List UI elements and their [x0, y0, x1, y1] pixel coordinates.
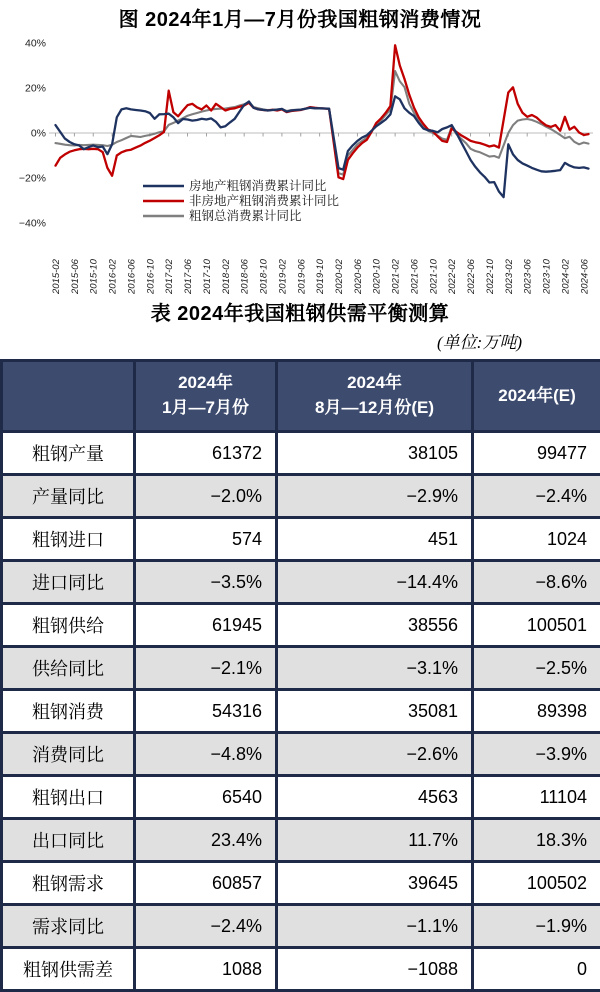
table-row [2, 905, 600, 948]
table-row [2, 690, 600, 733]
value-cell: −3.5% [135, 561, 277, 604]
value-cell: −1.1% [277, 905, 473, 948]
row-label: 需求同比 [2, 905, 135, 948]
x-axis-tick-label: 2017-06 [183, 258, 194, 295]
value-cell: −8.6% [473, 561, 600, 604]
value-cell: 61372 [135, 432, 277, 475]
row-label: 粗钢供给 [2, 604, 135, 647]
value-cell: 89398 [473, 690, 600, 733]
column-header: 2024年 1月—7月份 [135, 361, 277, 432]
value-cell: −2.4% [135, 905, 277, 948]
supply-demand-balance-table [0, 359, 600, 992]
steel-consumption-chart-section [0, 0, 600, 299]
x-axis-tick-label: 2021-10 [428, 258, 439, 295]
y-axis-tick-label: 0% [31, 128, 46, 140]
table-row [2, 518, 600, 561]
y-axis-tick-label: −40% [19, 218, 46, 230]
row-label: 出口同比 [2, 819, 135, 862]
row-label: 进口同比 [2, 561, 135, 604]
row-label: 消费同比 [2, 733, 135, 776]
value-cell: 23.4% [135, 819, 277, 862]
table-row [2, 604, 600, 647]
value-cell: 11104 [473, 776, 600, 819]
steel-consumption-line-chart [0, 34, 600, 299]
table-row [2, 647, 600, 690]
x-axis-tick-label: 2018-06 [240, 258, 251, 295]
x-axis-tick-label: 2023-02 [504, 258, 515, 295]
value-cell: −2.9% [277, 475, 473, 518]
x-axis-tick-label: 2016-02 [108, 258, 119, 295]
value-cell: 100501 [473, 604, 600, 647]
value-cell: 1088 [135, 948, 277, 991]
value-cell: 39645 [277, 862, 473, 905]
value-cell: 4563 [277, 776, 473, 819]
row-label: 粗钢需求 [2, 862, 135, 905]
value-cell: −2.1% [135, 647, 277, 690]
table-body [2, 432, 600, 991]
value-cell: 60857 [135, 862, 277, 905]
x-axis-tick-label: 2017-02 [164, 258, 175, 295]
row-label: 粗钢供需差 [2, 948, 135, 991]
value-cell: −3.9% [473, 733, 600, 776]
table-unit-note: (单位:万吨) [0, 330, 600, 355]
value-cell: 54316 [135, 690, 277, 733]
value-cell: 1024 [473, 518, 600, 561]
value-cell: −3.1% [277, 647, 473, 690]
x-axis-tick-label: 2022-06 [466, 258, 477, 295]
value-cell: 11.7% [277, 819, 473, 862]
value-cell: −2.5% [473, 647, 600, 690]
value-cell: −2.4% [473, 475, 600, 518]
table-row [2, 948, 600, 991]
value-cell: 6540 [135, 776, 277, 819]
value-cell: 574 [135, 518, 277, 561]
table-row [2, 475, 600, 518]
table-row [2, 819, 600, 862]
x-axis-tick-label: 2020-02 [334, 258, 345, 295]
x-axis-tick-label: 2018-10 [259, 258, 270, 295]
series-line-2 [56, 71, 589, 175]
value-cell: 451 [277, 518, 473, 561]
row-label: 产量同比 [2, 475, 135, 518]
x-axis-tick-label: 2019-10 [315, 258, 326, 295]
value-cell: 100502 [473, 862, 600, 905]
y-axis-tick-label: 20% [25, 83, 46, 95]
series-line-1 [56, 45, 589, 179]
table-title: 表 2024年我国粗钢供需平衡测算 [0, 299, 600, 330]
x-axis-tick-label: 2021-06 [409, 258, 420, 295]
x-axis-tick-label: 2022-02 [447, 258, 458, 295]
x-axis-tick-label: 2023-06 [523, 258, 534, 295]
legend-label: 房地产粗钢消费累计同比 [189, 178, 327, 193]
x-axis-tick-label: 2020-06 [353, 258, 364, 295]
value-cell: −2.0% [135, 475, 277, 518]
table-row [2, 733, 600, 776]
x-axis-tick-label: 2024-06 [579, 258, 590, 295]
x-axis-tick-label: 2022-10 [485, 258, 496, 295]
table-row [2, 432, 600, 475]
value-cell: 35081 [277, 690, 473, 733]
row-label: 粗钢消费 [2, 690, 135, 733]
x-axis-tick-label: 2015-02 [51, 258, 62, 295]
value-cell: −14.4% [277, 561, 473, 604]
value-cell: −2.6% [277, 733, 473, 776]
value-cell: 18.3% [473, 819, 600, 862]
y-axis-tick-label: 40% [25, 38, 46, 50]
x-axis-tick-label: 2015-10 [89, 258, 100, 295]
x-axis-tick-label: 2019-02 [277, 258, 288, 295]
x-axis-tick-label: 2017-10 [202, 258, 213, 295]
row-label: 粗钢进口 [2, 518, 135, 561]
x-axis-tick-label: 2019-06 [296, 258, 307, 295]
legend-label: 粗钢总消费累计同比 [189, 208, 302, 223]
row-label: 供给同比 [2, 647, 135, 690]
table-row [2, 561, 600, 604]
value-cell: 61945 [135, 604, 277, 647]
legend-label: 非房地产粗钢消费累计同比 [189, 193, 340, 208]
column-header [2, 361, 135, 432]
x-axis-tick-label: 2016-06 [126, 258, 137, 295]
chart-title: 图 2024年1月—7月份我国粗钢消费情况 [0, 0, 600, 34]
table-row [2, 862, 600, 905]
row-label: 粗钢出口 [2, 776, 135, 819]
value-cell: −4.8% [135, 733, 277, 776]
x-axis-tick-label: 2021-02 [391, 258, 402, 295]
x-axis-tick-label: 2018-02 [221, 258, 232, 295]
value-cell: 99477 [473, 432, 600, 475]
value-cell: 0 [473, 948, 600, 991]
table-header [2, 361, 600, 432]
column-header: 2024年 8月—12月份(E) [277, 361, 473, 432]
column-header: 2024年(E) [473, 361, 600, 432]
row-label: 粗钢产量 [2, 432, 135, 475]
x-axis-tick-label: 2023-10 [542, 258, 553, 295]
table-row [2, 776, 600, 819]
value-cell: −1.9% [473, 905, 600, 948]
table-header-row [2, 361, 600, 432]
x-axis-tick-label: 2024-02 [560, 258, 571, 295]
x-axis-tick-label: 2015-06 [70, 258, 81, 295]
value-cell: 38105 [277, 432, 473, 475]
value-cell: −1088 [277, 948, 473, 991]
x-axis-tick-label: 2020-10 [372, 258, 383, 295]
x-axis-tick-label: 2016-10 [145, 258, 156, 295]
y-axis-tick-label: −20% [19, 173, 46, 185]
value-cell: 38556 [277, 604, 473, 647]
